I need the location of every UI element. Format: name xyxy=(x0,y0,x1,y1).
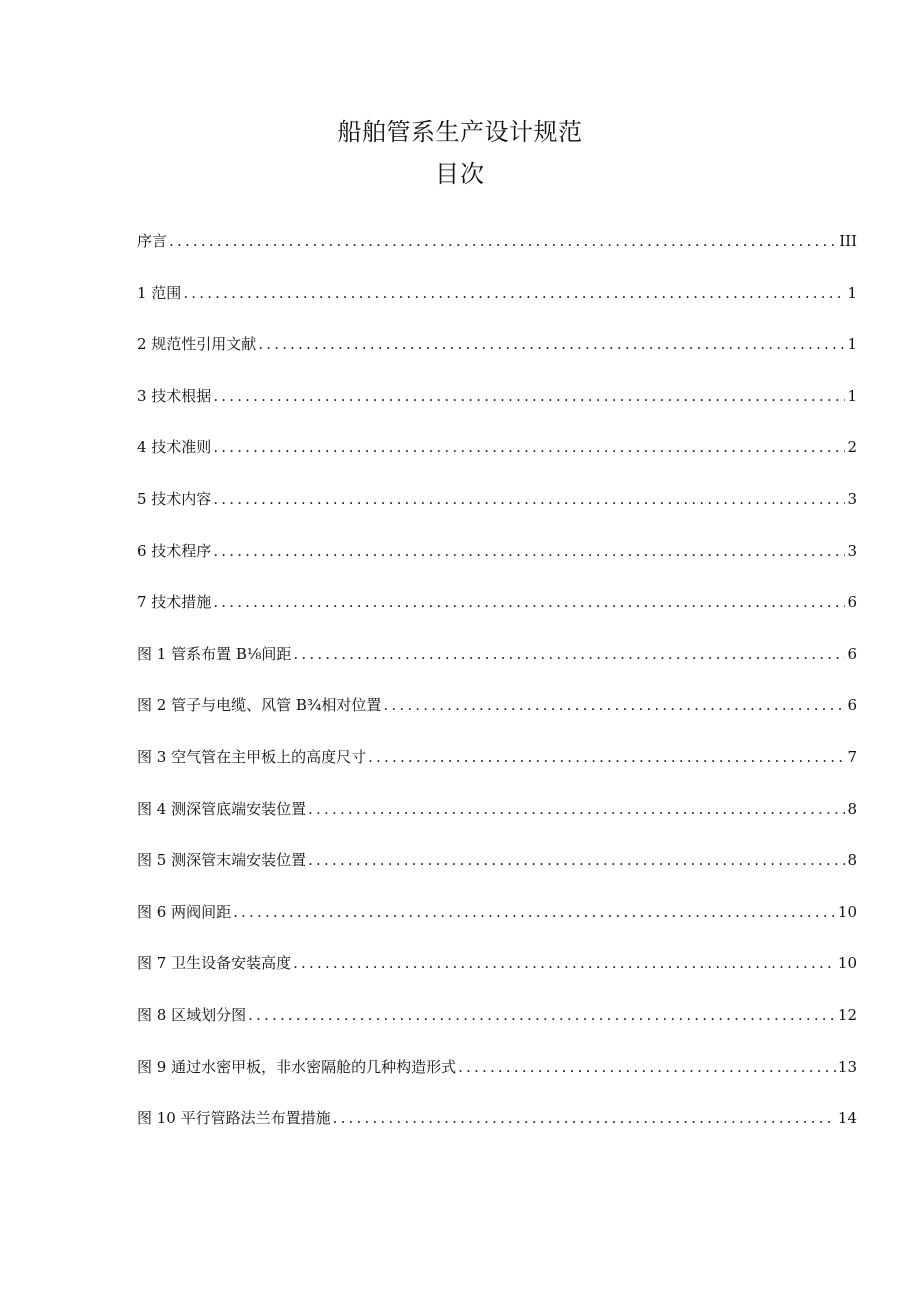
toc-dot-leader xyxy=(213,587,845,617)
toc-heading: 目次 xyxy=(435,160,485,188)
toc-entry-figure-3[interactable] xyxy=(137,742,857,794)
toc-entry-page: 8 xyxy=(847,799,857,818)
toc-entry-label: 图 3 空气管在主甲板上的高度尺寸 xyxy=(137,747,367,766)
toc-entry-label: 1 范围 xyxy=(137,283,182,302)
toc-entry-label: 5 技术内容 xyxy=(137,489,212,508)
toc-dot-leader xyxy=(293,639,845,669)
toc-entry-page: 6 xyxy=(847,696,857,715)
toc-entry-label: 图 2 管子与电缆、风管 B¾相对位置 xyxy=(137,696,382,715)
toc-entry-page: 3 xyxy=(847,541,857,560)
toc-dot-leader xyxy=(213,536,845,566)
toc-dot-leader xyxy=(213,484,845,514)
toc-entry-page: 1 xyxy=(847,283,857,302)
toc-entry-page: III xyxy=(839,232,857,250)
toc-dot-leader xyxy=(293,948,836,978)
toc-entry-page: 1 xyxy=(847,335,857,354)
toc-entry-1[interactable] xyxy=(137,278,857,330)
toc-entry-figure-9[interactable] xyxy=(137,1052,857,1104)
toc-entry-page: 7 xyxy=(847,747,857,766)
toc-entry-figure-5[interactable] xyxy=(137,845,857,897)
toc-dot-leader xyxy=(333,1103,836,1133)
toc-entry-page: 2 xyxy=(847,438,857,457)
toc-entry-4[interactable] xyxy=(137,432,857,484)
toc-entry-2[interactable] xyxy=(137,329,857,381)
toc-dot-leader xyxy=(169,226,837,256)
toc-dot-leader xyxy=(383,690,845,720)
toc-entry-label: 7 技术措施 xyxy=(137,593,212,612)
toc-entry-label: 图 5 测深管末端安装位置 xyxy=(137,851,307,870)
toc-dot-leader xyxy=(368,742,845,772)
toc-entry-label: 2 规范性引用文献 xyxy=(137,335,257,354)
toc-entry-preface[interactable] xyxy=(137,226,857,278)
toc-entry-page: 6 xyxy=(847,593,857,612)
toc-entry-figure-10[interactable] xyxy=(137,1103,857,1155)
toc-entry-page: 8 xyxy=(847,851,857,870)
toc-entry-3[interactable] xyxy=(137,381,857,433)
toc-entry-figure-4[interactable] xyxy=(137,794,857,846)
toc-dot-leader xyxy=(458,1052,836,1082)
toc-entry-figure-8[interactable] xyxy=(137,1000,857,1052)
toc-entry-label: 图 1 管系布置 B⅛间距 xyxy=(137,644,292,663)
toc-dot-leader xyxy=(308,845,845,875)
toc-dot-leader xyxy=(308,794,845,824)
toc-dot-leader xyxy=(213,432,845,462)
toc-entry-label: 6 技术程序 xyxy=(137,541,212,560)
toc-entry-7[interactable] xyxy=(137,587,857,639)
toc-entry-figure-1[interactable] xyxy=(137,639,857,691)
toc-entry-figure-2[interactable] xyxy=(137,690,857,742)
toc-entry-label: 序言 xyxy=(137,232,168,250)
toc-entry-label: 图 9 通过水密甲板，非水密隔舱的几种构造形式 xyxy=(137,1057,457,1076)
toc-entry-label: 图 10 平行管路法兰布置措施 xyxy=(137,1109,331,1128)
toc-dot-leader xyxy=(213,381,845,411)
toc-entry-label: 3 技术根据 xyxy=(137,386,212,405)
toc-entry-figure-7[interactable] xyxy=(137,948,857,1000)
toc-dot-leader xyxy=(248,1000,836,1030)
toc-entry-label: 图 7 卫生设备安装高度 xyxy=(137,954,292,973)
toc-dot-leader xyxy=(233,897,836,927)
toc-dot-leader xyxy=(258,329,845,359)
toc-entry-page: 1 xyxy=(847,386,857,405)
toc-entry-page: 12 xyxy=(837,1005,857,1024)
toc-entry-label: 图 6 两阀间距 xyxy=(137,902,232,921)
toc-entry-page: 6 xyxy=(847,644,857,663)
toc-entry-page: 13 xyxy=(837,1057,857,1076)
toc-dot-leader xyxy=(183,278,845,308)
table-of-contents xyxy=(137,226,857,1155)
toc-entry-page: 14 xyxy=(837,1109,857,1128)
toc-entry-page: 10 xyxy=(837,902,857,921)
toc-entry-6[interactable] xyxy=(137,536,857,588)
toc-entry-5[interactable] xyxy=(137,484,857,536)
toc-entry-label: 图 8 区域划分图 xyxy=(137,1005,247,1024)
toc-entry-figure-6[interactable] xyxy=(137,897,857,949)
document-title: 船舶管系生产设计规范 xyxy=(337,118,583,146)
toc-entry-page: 3 xyxy=(847,489,857,508)
toc-entry-label: 4 技术准则 xyxy=(137,438,212,457)
toc-entry-label: 图 4 测深管底端安装位置 xyxy=(137,799,307,818)
toc-entry-page: 10 xyxy=(837,954,857,973)
